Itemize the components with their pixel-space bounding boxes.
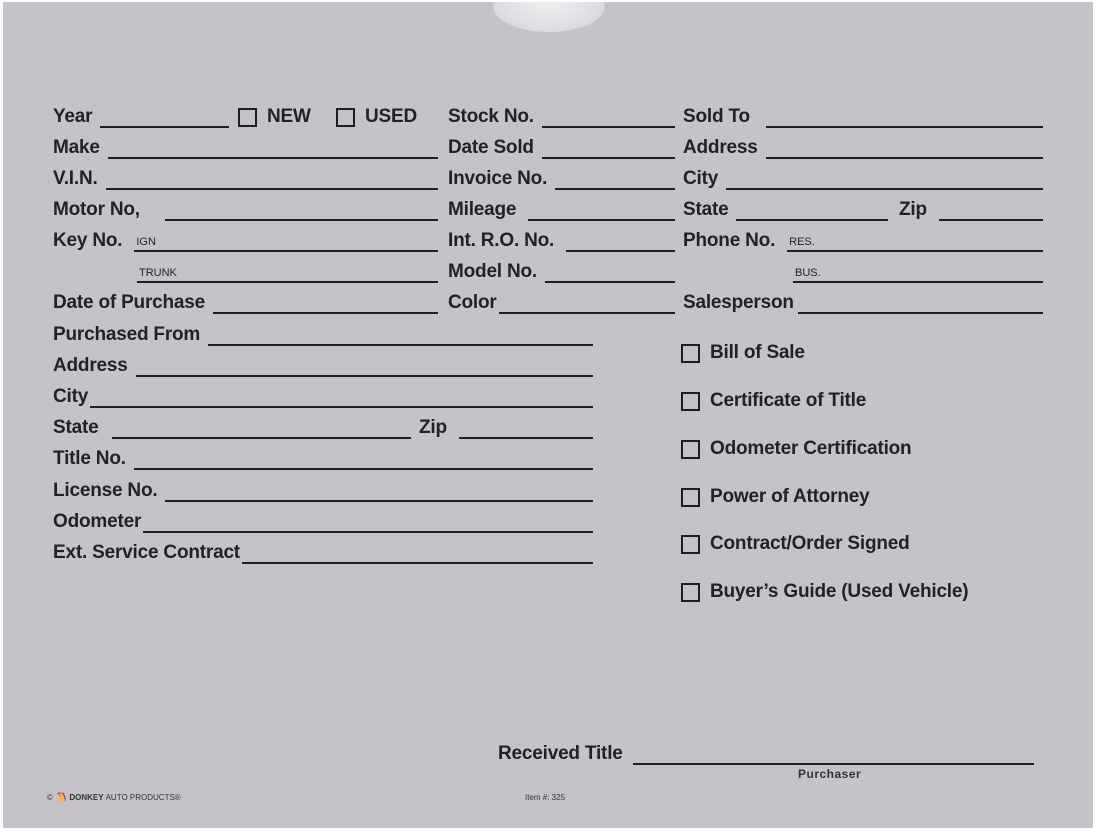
purchased-from-line[interactable] [208,329,593,346]
item-number: Item #: 325 [525,793,566,802]
model-no-field[interactable] [448,261,675,283]
odometer-label: Odometer [53,511,142,532]
mileage-field[interactable] [448,199,675,221]
zip-field[interactable] [419,417,593,439]
motor-no-field[interactable] [53,199,438,221]
salesperson-field[interactable] [683,292,1043,314]
int-ro-no-line[interactable] [566,235,675,252]
phone-res-line[interactable] [787,235,1043,252]
vin-line[interactable] [106,173,438,190]
brand-suffix: AUTO PRODUCTS® [105,793,181,802]
buyer-city-field[interactable] [683,168,1043,190]
salesperson-label: Salesperson [683,292,794,313]
year-field[interactable] [53,106,229,128]
date-of-purchase-label: Date of Purchase [53,292,206,313]
vin-field[interactable] [53,168,438,190]
motor-no-line[interactable] [165,204,438,221]
odometer-line[interactable] [143,516,593,533]
invoice-no-line[interactable] [555,173,675,190]
address-label: Address [53,355,128,376]
bill-of-sale-box[interactable] [681,344,700,363]
title-no-field[interactable] [53,448,593,470]
buyer-state-label: State [683,199,729,220]
checklist-odometer-certification[interactable] [681,437,911,461]
key-no-trunk-field[interactable] [137,261,438,283]
checklist-power-of-attorney[interactable] [681,485,870,509]
purchased-from-field[interactable] [53,324,593,346]
buyer-city-line[interactable] [726,173,1043,190]
license-no-line[interactable] [165,485,593,502]
power-of-attorney-box[interactable] [681,488,700,507]
title-no-label: Title No. [53,448,126,469]
buyer-state-field[interactable] [683,199,888,221]
color-field[interactable] [448,292,675,314]
purchaser-caption: Purchaser [798,767,862,781]
date-sold-line[interactable] [542,142,675,159]
checklist-certificate-of-title[interactable] [681,389,866,413]
bill-of-sale-label: Bill of Sale [710,342,805,363]
purchased-from-label: Purchased From [53,324,201,345]
mileage-label: Mileage [448,199,517,220]
trunk-label: TRUNK [139,267,177,279]
salesperson-line[interactable] [798,297,1043,314]
donkey-logo-icon: 🐴 [54,792,68,803]
invoice-no-label: Invoice No. [448,168,548,189]
city-field[interactable] [53,386,593,408]
city-line[interactable] [90,391,593,408]
checklist-buyers-guide[interactable] [681,580,968,604]
int-ro-no-field[interactable] [448,230,675,252]
date-sold-label: Date Sold [448,137,534,158]
year-label: Year [53,106,93,127]
stock-no-label: Stock No. [448,106,534,127]
buyer-address-field[interactable] [683,137,1043,159]
file-envelope [3,2,1093,828]
new-label: NEW [267,106,311,127]
zip-label: Zip [419,417,447,438]
copyright-symbol: © [47,793,53,802]
stock-no-field[interactable] [448,106,675,128]
state-label: State [53,417,99,438]
state-line[interactable] [112,422,411,439]
buyer-state-line[interactable] [736,204,888,221]
odometer-field[interactable] [53,511,593,533]
buyer-address-label: Address [683,137,758,158]
zip-line[interactable] [459,422,593,439]
used-label: USED [365,106,417,127]
odometer-certification-box[interactable] [681,440,700,459]
checklist-contract-order-signed[interactable] [681,532,910,556]
certificate-of-title-box[interactable] [681,392,700,411]
key-no-ign-field[interactable] [53,230,438,252]
motor-no-label: Motor No, [53,199,140,220]
odometer-certification-label: Odometer Certification [710,438,912,459]
address-field[interactable] [53,355,593,377]
new-box[interactable] [238,108,257,127]
contract-order-signed-label: Contract/Order Signed [710,533,910,554]
res-label: RES. [789,236,815,248]
buyer-address-line[interactable] [766,142,1043,159]
address-line[interactable] [136,360,593,377]
footer-copyright [47,792,181,803]
model-no-line[interactable] [545,266,675,283]
color-label: Color [448,292,497,313]
date-of-purchase-line[interactable] [213,297,438,314]
used-checkbox[interactable] [336,105,417,129]
thumb-cut-notch [493,2,605,32]
mileage-line[interactable] [528,204,675,221]
brand-name: DONKEY [69,793,104,802]
license-no-field[interactable] [53,480,593,502]
certificate-of-title-label: Certificate of Title [710,390,867,411]
invoice-no-field[interactable] [448,168,675,190]
buyers-guide-label: Buyer’s Guide (Used Vehicle) [710,581,969,602]
buyers-guide-box[interactable] [681,583,700,602]
year-line[interactable] [100,111,229,128]
trunk-line[interactable] [137,266,438,283]
ext-service-contract-line[interactable] [242,547,593,564]
key-no-label: Key No. [53,230,123,251]
buyer-city-label: City [683,168,719,189]
date-sold-field[interactable] [448,137,675,159]
color-line[interactable] [499,297,675,314]
city-label: City [53,386,89,407]
int-ro-no-label: Int. R.O. No. [448,230,555,251]
power-of-attorney-label: Power of Attorney [710,486,870,507]
buyer-zip-label: Zip [899,199,927,220]
ign-line[interactable] [134,235,438,252]
checklist-bill-of-sale[interactable] [681,341,805,365]
used-box[interactable] [336,108,355,127]
ign-label: IGN [136,236,156,248]
vin-label: V.I.N. [53,168,98,189]
make-line[interactable] [108,142,438,159]
model-no-label: Model No. [448,261,537,282]
make-label: Make [53,137,100,158]
make-field[interactable] [53,137,438,159]
buyer-zip-field[interactable] [899,199,1043,221]
state-field[interactable] [53,417,411,439]
received-title-label: Received Title [498,743,623,764]
received-title-line[interactable] [633,748,1034,765]
date-of-purchase-field[interactable] [53,292,438,314]
phone-res-field[interactable] [683,230,1043,252]
phone-bus-line[interactable] [793,266,1043,283]
phone-no-label: Phone No. [683,230,776,251]
bus-label: BUS. [795,267,821,279]
contract-order-signed-box[interactable] [681,535,700,554]
sold-to-label: Sold To [683,106,750,127]
ext-service-contract-label: Ext. Service Contract [53,542,240,563]
buyer-zip-line[interactable] [939,204,1043,221]
title-no-line[interactable] [134,453,593,470]
new-checkbox[interactable] [238,105,311,129]
phone-bus-field[interactable] [793,261,1043,283]
ext-service-contract-field[interactable] [53,542,593,564]
stock-no-line[interactable] [542,111,675,128]
sold-to-field[interactable] [683,106,1043,128]
received-title-field[interactable] [498,743,1034,765]
license-no-label: License No. [53,480,158,501]
sold-to-line[interactable] [766,111,1043,128]
